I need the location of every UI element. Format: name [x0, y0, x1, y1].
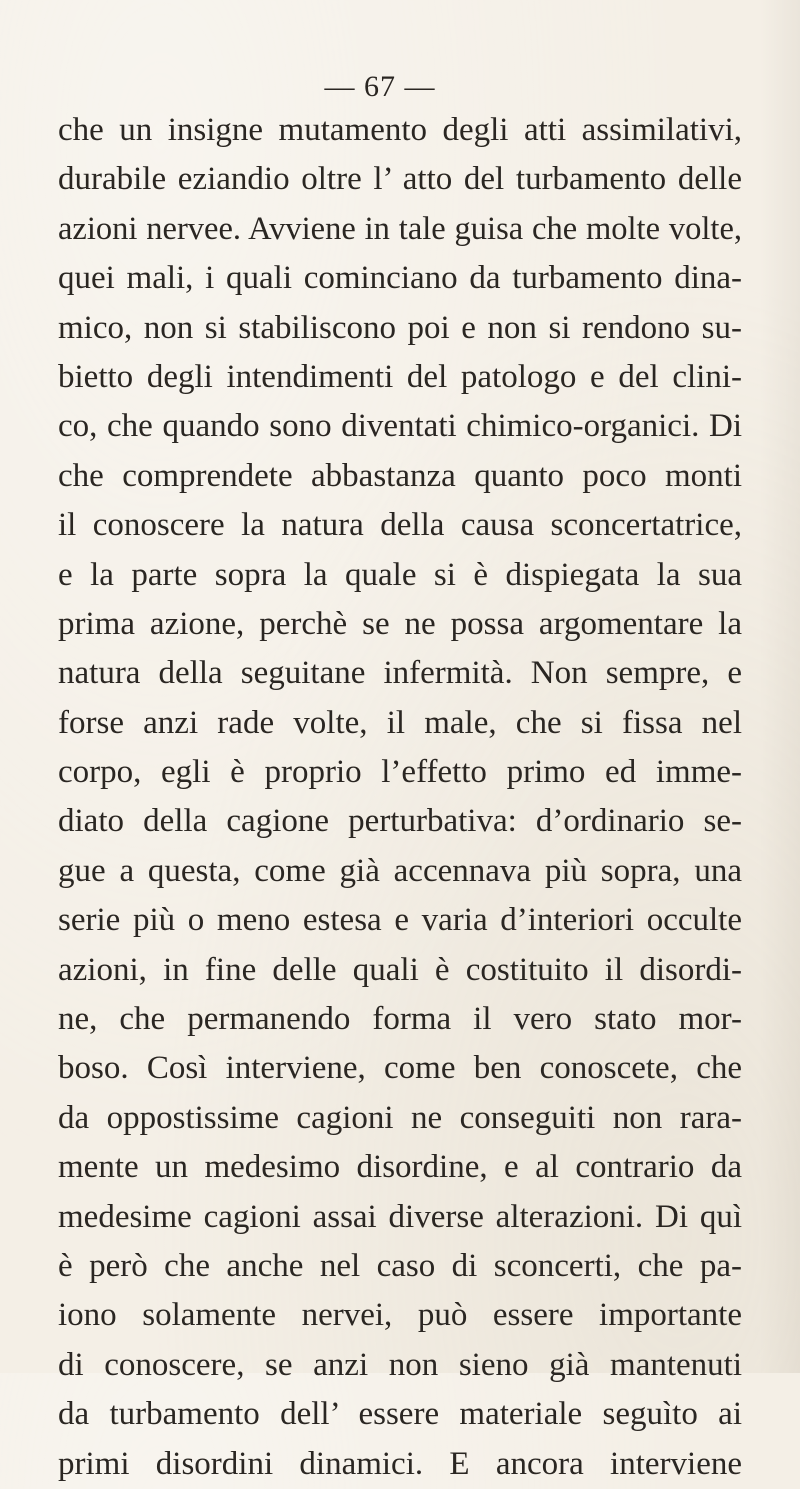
- text-line: gue a questa, come già accennava più sopra, una: [58, 852, 742, 889]
- text-line: prima azione, perchè se ne possa argomentare la: [58, 605, 742, 642]
- text-line: che un insigne mutamento degli atti assimilativi,: [58, 112, 742, 148]
- text-line: serie più o meno estesa e varia d’interiori occulte: [58, 902, 742, 939]
- text-line: mente un medesimo disordine, e al contrario da: [58, 1149, 742, 1186]
- text-line: quei mali, i quali cominciano da turbamento dina-: [58, 260, 742, 297]
- body-text: [58, 106, 742, 1489]
- text-line: primi disordini dinamici. E ancora interviene: [58, 1445, 742, 1482]
- text-line: diato della cagione perturbativa: d’ordinario se-: [58, 803, 742, 840]
- text-line: bietto degli intendimenti del patologo e del clini-: [58, 358, 742, 395]
- text-line: iono solamente nervei, può essere importante: [58, 1297, 742, 1334]
- text-line: il conoscere la natura della causa sconcertatrice,: [58, 507, 742, 544]
- text-line: boso. Così interviene, come ben conoscete, che: [58, 1050, 742, 1087]
- text-line: azioni nervee. Avviene in tale guisa che molte volte,: [58, 210, 742, 247]
- text-line: natura della seguitane infermità. Non sempre, e: [58, 655, 742, 692]
- text-line: di conoscere, se anzi non sieno già mantenuti: [58, 1346, 742, 1383]
- text-line: forse anzi rade volte, il male, che si fissa nel: [58, 704, 742, 741]
- text-line: e la parte sopra la quale si è dispiegata la sua: [58, 556, 742, 593]
- text-line: co, che quando sono diventati chimico-organici. Di: [58, 408, 742, 445]
- text-line: medesime cagioni assai diverse alterazioni. Di quì: [58, 1198, 742, 1235]
- page-edge-shadow: [760, 0, 800, 1373]
- text-line: che comprendete abbastanza quanto poco monti: [58, 457, 742, 494]
- text-line: azioni, in fine delle quali è costituito il disordi-: [58, 951, 742, 988]
- text-line: durabile eziandio oltre l’ atto del turbamento delle: [58, 161, 742, 198]
- text-line: ne, che permanendo forma il vero stato mor-: [58, 1001, 742, 1038]
- text-line: da oppostissime cagioni ne conseguiti non rara-: [58, 1099, 742, 1136]
- text-line: mico, non si stabiliscono poi e non si rendono su-: [58, 309, 742, 346]
- text-line: è però che anche nel caso di sconcerti, che pa-: [58, 1247, 742, 1284]
- page-number-header: — 67 —: [324, 70, 436, 103]
- text-line: da turbamento dell’ essere materiale seguìto ai: [58, 1396, 742, 1433]
- text-line: corpo, egli è proprio l’effetto primo ed imme-: [58, 754, 742, 791]
